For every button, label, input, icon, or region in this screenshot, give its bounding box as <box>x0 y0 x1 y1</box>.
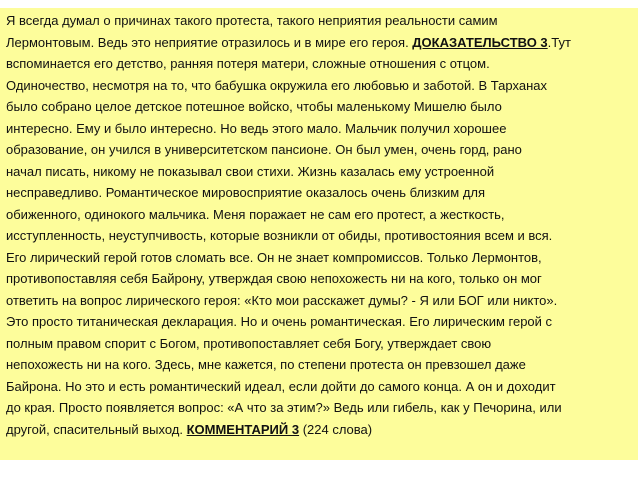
text-line-4: Одиночество, несмотря на то, что бабушка окружила его любовью и заботой. В Тарханах <box>6 77 547 93</box>
text-line-20: другой, спасительный выход. КОММЕНТАРИЙ 3 (224 слова) <box>6 421 373 437</box>
highlighted-text-box <box>0 8 638 460</box>
text-line-3: вспоминается его детство, ранняя потеря матери, сложные отношения с отцом. <box>6 56 490 71</box>
text-line-17: непохожесть ни на кого. Здесь, мне кажется, по степени протеста он превзошел даже <box>6 357 526 372</box>
proof-label: ДОКАЗАТЕЛЬСТВО 3 <box>412 34 548 50</box>
text-line-11: исступленность, неуступчивость, которые возникли от обиды, противостояния всем и вся. <box>6 228 553 243</box>
text-line-14: ответить на вопрос лирического героя: «Кто мои расскажет думы? - Я или БОГ или никто». <box>6 292 558 308</box>
comment-label: КОММЕНТАРИЙ 3 <box>186 421 300 437</box>
text-line-10: обиженного, одинокого мальчика. Меня поражает не сам его протест, а жесткость, <box>6 206 505 222</box>
text-line-9: несправедливо. Романтическое мировосприятие оказалось очень близким для <box>6 185 486 200</box>
text-line-6: интересно. Ему и было интересно. Но ведь этого мало. Мальчик получил хорошее <box>6 120 507 136</box>
text-line-18: Байрона. Но это и есть романтический идеал, если дойти до самого конца. А он и доходит <box>6 378 556 394</box>
text-line-19: до края. Просто появляется вопрос: «А что за этим?» Ведь или гибель, как у Печорина, или <box>6 400 562 415</box>
text-line-15: Это просто титаническая декларация. Но и очень романтическая. Его лирическим герой с <box>6 314 553 329</box>
text-line-1: Я всегда думал о причинах такого протеста, такого неприятия реальности самим <box>6 13 498 28</box>
text-line-7: образование, он учился в университетском пансионе. Он был умен, очень горд, рано <box>6 142 522 157</box>
text-line-8: начал писать, никому не показывал свои стихи. Жизнь казалась ему устроенной <box>6 163 495 179</box>
text-line-5: было собрано целое детское потешное войско, чтобы маленькому Мишелю было <box>6 99 502 114</box>
text-line-2: Лермонтовым. Ведь это неприятие отразилось и в мире его героя. ДОКАЗАТЕЛЬСТВО 3.Тут <box>6 34 571 50</box>
text-line-12: Его лирический герой готов сломать все. Он не знает компромиссов. Только Лермонтов, <box>6 249 542 265</box>
essay-paragraph <box>6 10 632 440</box>
text-line-13: противопоставляя себя Байрону, утверждая свою непохожесть ни на кого, только он мог <box>6 271 542 286</box>
text-line-16: полным правом спорит с Богом, противопоставляет себя Богу, утверждает свою <box>6 335 492 351</box>
